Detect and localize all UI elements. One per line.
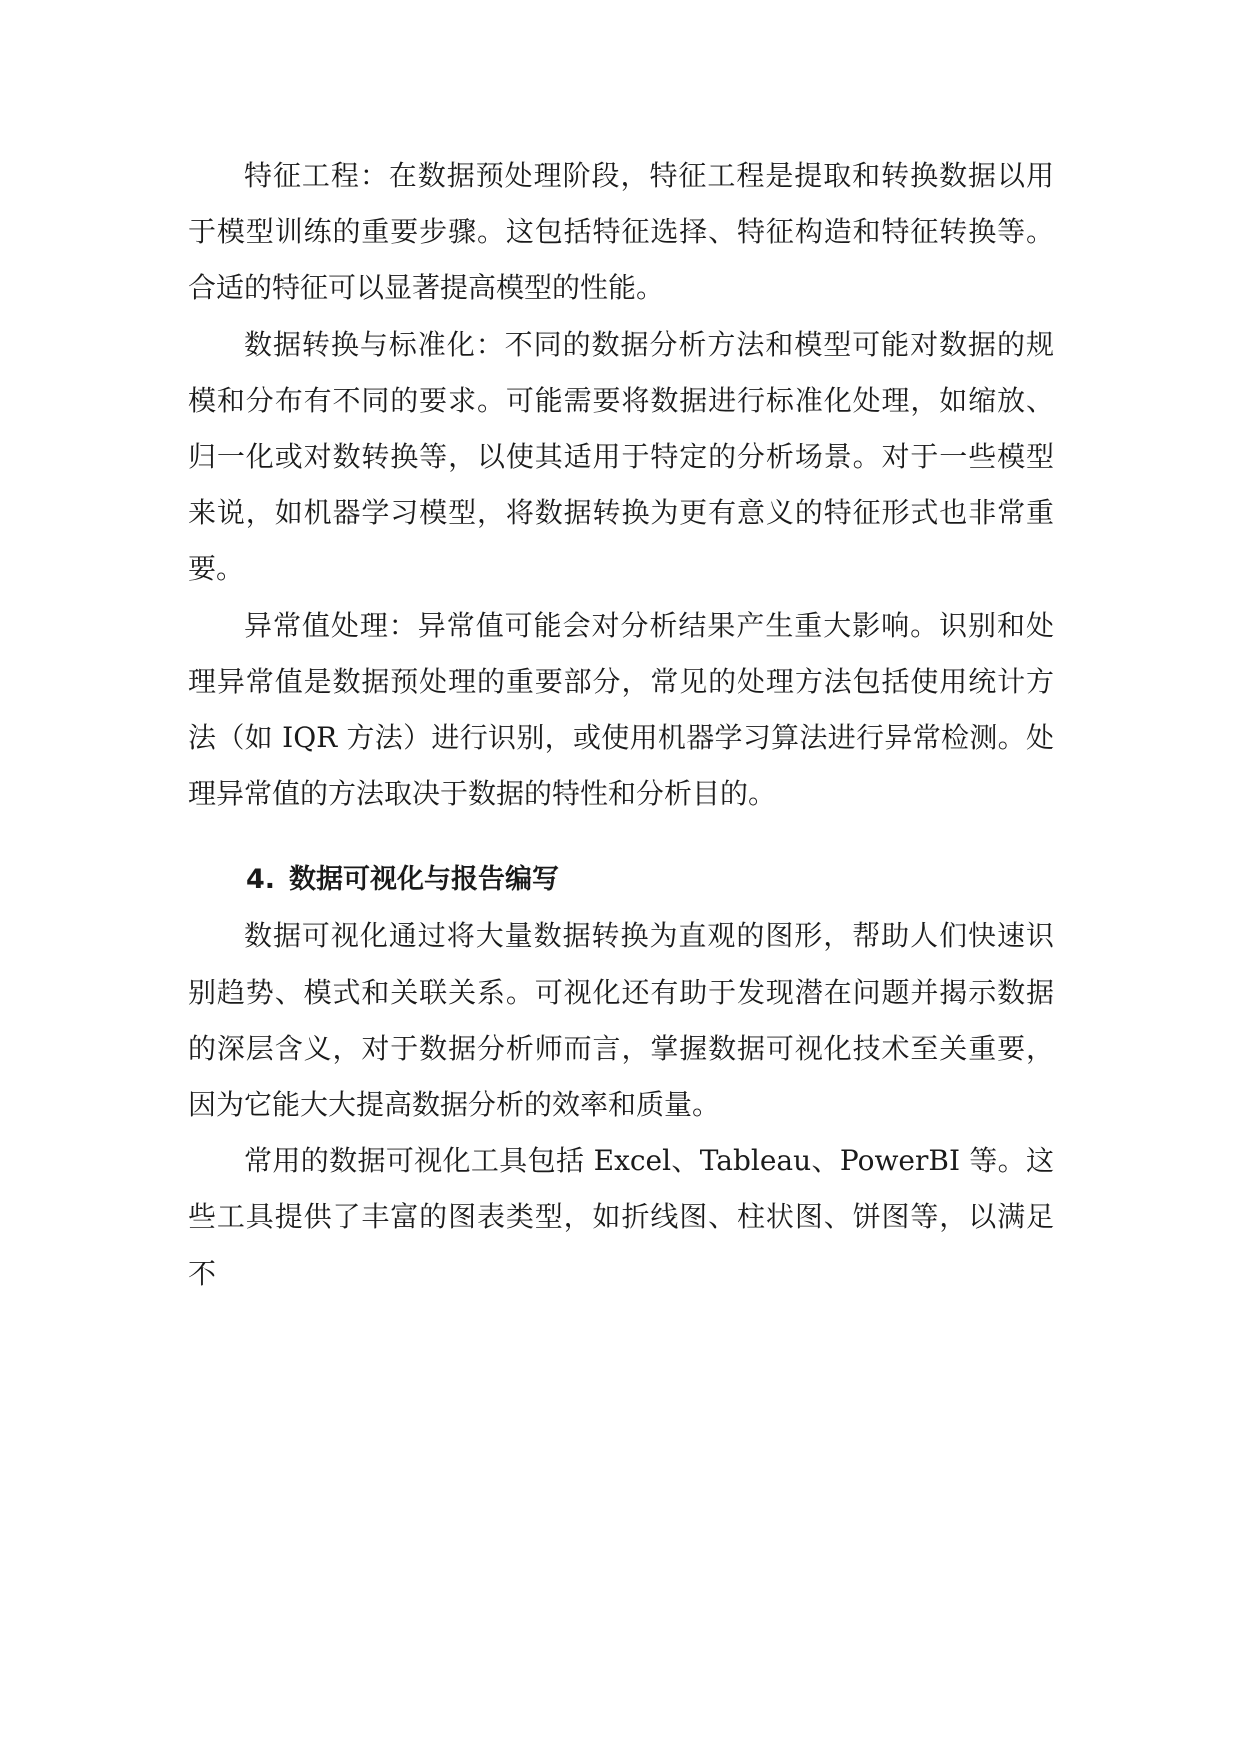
section-heading (246, 852, 1054, 908)
paragraph-visualization-tools: 常用的数据可视化工具包括 Excel、Tableau、PowerBI 等。这些工具提供了丰富的图表类型，如折线图、柱状图、饼图等，以满足不 (188, 1144, 1054, 1290)
section-number: 4. (246, 864, 276, 896)
paragraph-data-transformation: 数据转换与标准化：不同的数据分析方法和模型可能对数据的规模和分布有不同的要求。可能需要将数据进行标准化处理，如缩放、归一化或对数转换等，以使其适用于特定的分析场景。对于一些模型来说，如机器学习模型，将数据转换为更有意义的特征形式也非常重要。 (188, 327, 1054, 586)
paragraph-feature-engineering: 特征工程：在数据预处理阶段，特征工程是提取和转换数据以用于模型训练的重要步骤。这包括特征选择、特征构造和特征转换等。合适的特征可以显著提高模型的性能。 (188, 159, 1054, 305)
paragraph-outlier-handling: 异常值处理：异常值可能会对分析结果产生重大影响。识别和处理异常值是数据预处理的重要部分，常见的处理方法包括使用统计方法（如 IQR 方法）进行识别，或使用机器学习算法进行异常检测。处理异常值的方法取决于数据的特性和分析目的。 (188, 608, 1054, 811)
section-title: 数据可视化与报告编写 (289, 864, 560, 896)
paragraph-visualization-intro: 数据可视化通过将大量数据转换为直观的图形，帮助人们快速识别趋势、模式和关联关系。可视化还有助于发现潜在问题并揭示数据的深层含义，对于数据分析师而言，掌握数据可视化技术至关重要，因为它能大大提高数据分析的效率和质量。 (188, 919, 1054, 1122)
document-body (188, 148, 1054, 1302)
